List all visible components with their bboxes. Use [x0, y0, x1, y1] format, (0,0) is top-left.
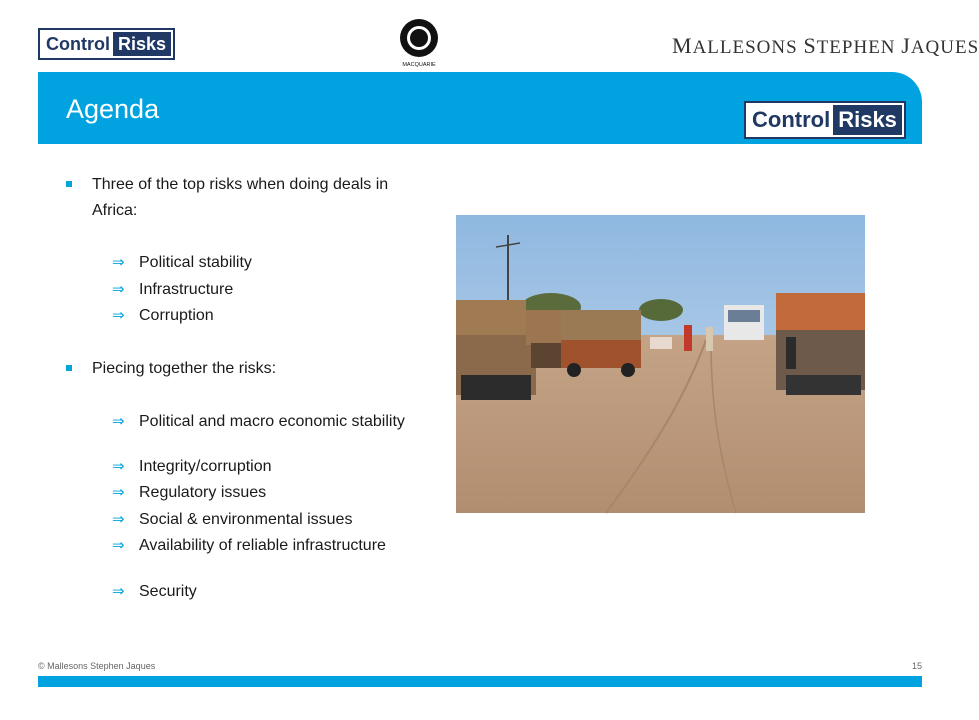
msj-part: AQUES — [910, 37, 979, 58]
slide-title: Agenda — [66, 94, 160, 124]
sub-item — [112, 511, 412, 528]
msj-part: M — [672, 33, 693, 58]
double-arrow-icon: ⇒ — [112, 306, 125, 324]
logo-word-control: Control — [752, 107, 831, 132]
page-number: 15 — [912, 661, 923, 671]
sub-item — [112, 254, 412, 271]
sub-item-text: Political and macro economic stability — [139, 413, 405, 430]
double-arrow-icon: ⇒ — [112, 457, 125, 475]
sub-item — [112, 281, 412, 298]
sub-item — [112, 413, 412, 430]
bullet-text: Three of the top risks when doing deals in Africa: — [92, 176, 389, 219]
bullet-square-icon — [66, 181, 72, 187]
double-arrow-icon: ⇒ — [112, 536, 125, 554]
trucks-road-photo — [456, 215, 865, 513]
double-arrow-icon: ⇒ — [112, 582, 125, 600]
logo-word-control: Control — [46, 33, 110, 54]
footer-bar — [38, 676, 922, 687]
sub-item — [112, 307, 412, 324]
mallesons-logo — [672, 33, 979, 59]
double-arrow-icon: ⇒ — [112, 280, 125, 298]
sub-item — [112, 484, 412, 501]
double-arrow-icon: ⇒ — [112, 483, 125, 501]
sub-item-text: Political stability — [139, 254, 252, 271]
bullet-square-icon — [66, 365, 72, 371]
control-risks-banner-logo — [744, 101, 906, 139]
sub-item-text: Security — [139, 583, 197, 600]
msj-part: J — [901, 33, 911, 58]
footer-copyright: © Mallesons Stephen Jaques — [38, 661, 156, 671]
macquarie-logo — [393, 16, 445, 68]
msj-part: ALLESONS — [692, 37, 804, 58]
bullet-item — [66, 356, 406, 382]
bullet-item — [66, 172, 406, 224]
sub-item-text: Availability of reliable infrastructure — [139, 537, 386, 554]
msj-part: S — [803, 33, 817, 58]
bullet-text: Piecing together the risks: — [92, 360, 277, 377]
sub-item — [112, 458, 412, 475]
sub-item-text: Social & environmental issues — [139, 511, 353, 528]
logo-word-risks: Risks — [113, 32, 171, 56]
control-risks-logo — [38, 28, 175, 60]
sub-item — [112, 537, 412, 554]
double-arrow-icon: ⇒ — [112, 253, 125, 271]
macquarie-logo-text: MACQUARIE — [402, 62, 436, 68]
double-arrow-icon: ⇒ — [112, 510, 125, 528]
sub-item — [112, 583, 412, 600]
sub-item-text: Integrity/corruption — [139, 458, 272, 475]
msj-part: TEPHEN — [816, 37, 902, 58]
sub-item-text: Corruption — [139, 307, 214, 324]
logo-word-risks: Risks — [833, 105, 902, 135]
sub-item-text: Infrastructure — [139, 281, 234, 298]
sub-item-text: Regulatory issues — [139, 484, 267, 501]
double-arrow-icon: ⇒ — [112, 412, 125, 430]
